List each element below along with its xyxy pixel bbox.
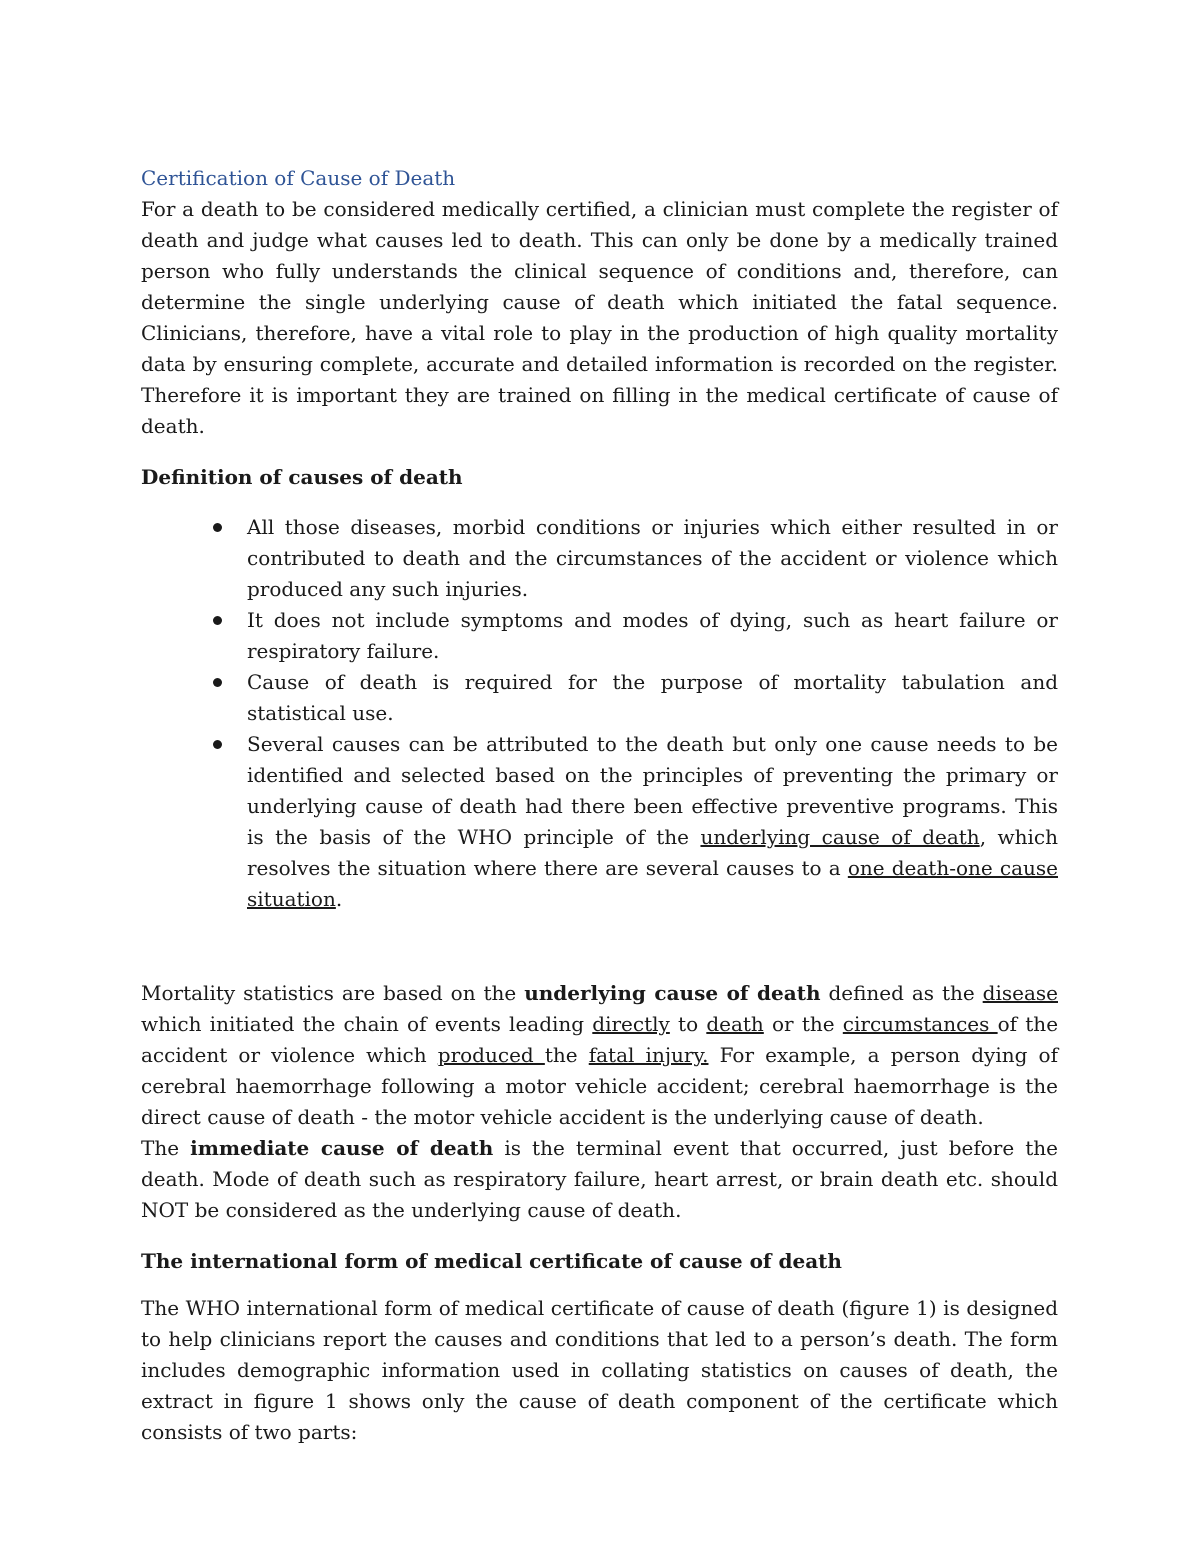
text-run: is the terminal event that occurred, just before the death. Mode of death such as respiratory failure, heart arrest, or brain death etc. should NOT be considered as the underlying cause of death.	[141, 1136, 1059, 1222]
bullet-icon	[213, 740, 222, 749]
bold-term: underlying cause of death	[524, 981, 821, 1005]
text-run: Mortality statistics are based on the	[141, 981, 525, 1005]
spacer	[141, 915, 1058, 978]
international-heading: The international form of medical certificate of cause of death	[141, 1249, 842, 1273]
text-run: which initiated the chain of events leading	[141, 1012, 593, 1036]
definition-heading: Definition of causes of death	[141, 465, 463, 489]
bold-term: immediate cause of death	[190, 1136, 494, 1160]
list-item-text: Several causes can be attributed to the death but only one cause needs to be identified and selected based on the principles of preventing the primary or underlying cause of death had there been effective preventive programs. This is the basis of the WHO principle of the	[247, 732, 1058, 849]
list-item-text: It does not include symptoms and modes of dying, such as heart failure or respiratory failure.	[247, 608, 1058, 663]
bullet-icon	[213, 616, 222, 625]
bullet-icon	[213, 523, 222, 532]
underlined-term: death	[706, 1012, 764, 1036]
list-item-text: All those diseases, morbid conditions or injuries which either resulted in or contributed to death and the circumstances of the accident or violence which produced any such injuries.	[247, 515, 1058, 601]
definition-list	[141, 512, 1058, 915]
mortality-paragraph	[141, 978, 1058, 1133]
text-run: defined as the	[820, 981, 983, 1005]
underlined-term: disease	[982, 981, 1058, 1005]
underlined-term: circumstances	[842, 1012, 998, 1036]
underlined-term: one death-one cause situation	[247, 856, 1058, 911]
spacer	[141, 493, 1058, 512]
document-title: Certification of Cause of Death	[141, 166, 456, 190]
text-run: of the accident or violence which	[141, 1012, 1059, 1067]
text-run: to	[669, 1012, 707, 1036]
spacer	[141, 1226, 1058, 1246]
document-page	[141, 163, 1058, 1448]
underlined-term: produced	[437, 1043, 545, 1067]
bullet-icon	[213, 678, 222, 687]
spacer	[141, 442, 1058, 462]
list-item	[247, 512, 1058, 605]
text-run: the	[544, 1043, 589, 1067]
list-item	[247, 729, 1058, 915]
list-item-text: Cause of death is required for the purpose of mortality tabulation and statistical use.	[247, 670, 1058, 725]
list-item	[247, 605, 1058, 667]
text-run: The	[141, 1136, 191, 1160]
underlined-term: underlying cause of death	[700, 825, 980, 849]
international-paragraph: The WHO international form of medical certificate of cause of death (figure 1) is designed to help clinicians report the causes and conditions that led to a person’s death. The form includes demographic information used in collating statistics on causes of death, the extract in figure 1 shows only the cause of death component of the certificate which consists of two parts:	[141, 1296, 1058, 1444]
underlined-term: fatal injury.	[588, 1043, 709, 1067]
immediate-paragraph	[141, 1133, 1058, 1226]
list-item-text: .	[335, 887, 343, 911]
list-item-text: , which resolves the situation where there are several causes to a	[247, 825, 1059, 880]
text-run: For example, a person dying of cerebral haemorrhage following a motor vehicle accident; cerebral haemorrhage is the direct cause of death - the motor vehicle accident is the underlying cause of death.	[141, 1043, 1058, 1129]
intro-paragraph: For a death to be considered medically certified, a clinician must complete the register of death and judge what causes led to death. This can only be done by a medically trained person who fully understands the clinical sequence of conditions and, therefore, can determine the single underlying cause of death which initiated the fatal sequence. Clinicians, therefore, have a vital role to play in the production of high quality mortality data by ensuring complete, accurate and detailed information is recorded on the register. Therefore it is important they are trained on filling in the medical certificate of cause of death.	[141, 197, 1058, 438]
text-run: or the	[763, 1012, 843, 1036]
underlined-term: directly	[592, 1012, 670, 1036]
list-item	[247, 667, 1058, 729]
spacer	[141, 1277, 1058, 1293]
